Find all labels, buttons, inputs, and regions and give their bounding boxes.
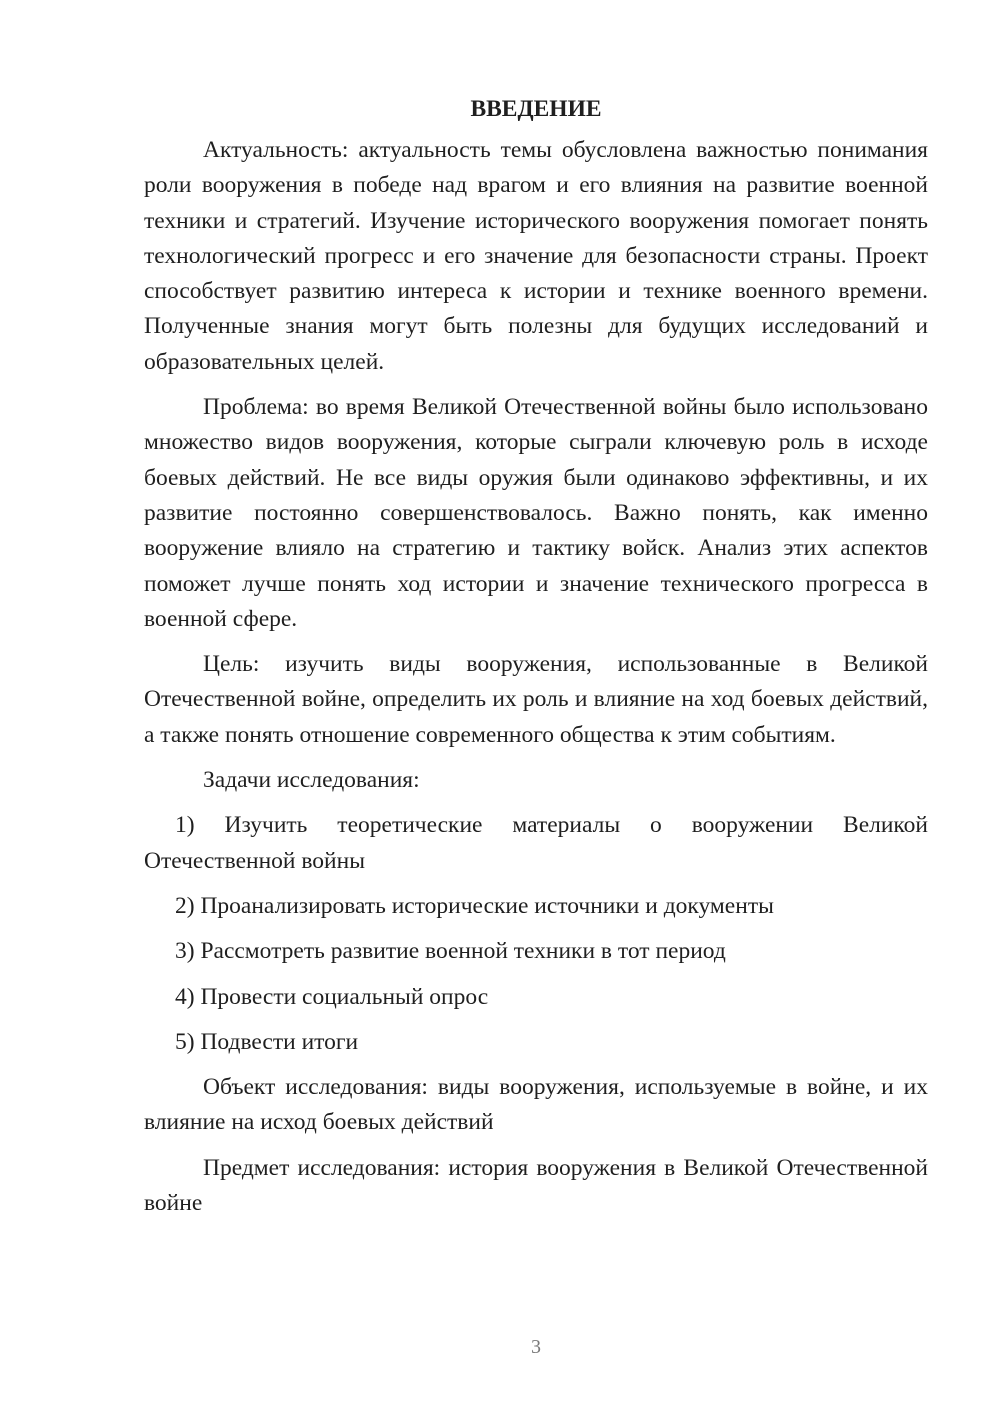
subject-paragraph: Предмет исследования: история вооружения в Великой Отечественной войне [144, 1154, 928, 1217]
tasks-heading: Задачи исследования: [203, 767, 420, 794]
list-item: 3) Рассмотреть развитие военной техники в тот период [175, 938, 726, 965]
list-item: 2) Проанализировать исторические источники и документы [175, 892, 774, 919]
page-number: 3 [531, 1336, 541, 1358]
problem-paragraph: Проблема: во время Великой Отечественной войны было использовано множество видов вооружения, которые сыграли ключевую роль в исходе боевых действий. Не все виды оружия были одинаково эффективны, и их развитие постоянно совершенствовалось. Важно понять, как именно вооружение влияло на стратегию и тактику войск. Анализ этих аспектов поможет лучше понять ход истории и значение технического прогресса в военной сфере. [144, 394, 928, 632]
tasks-list [144, 808, 928, 1060]
page-title: ВВЕДЕНИЕ [470, 96, 602, 122]
list-item: 4) Провести социальный опрос [175, 983, 489, 1010]
object-paragraph: Объект исследования: виды вооружения, используемые в войне, и их влияние на исход боевых действий [144, 1074, 928, 1136]
list-item: 1) Изучить теоретические материалы о вооружении Великой Отечественной войны [144, 812, 928, 874]
list-item: 5) Подвести итоги [175, 1028, 359, 1055]
relevance-paragraph: Актуальность: актуальность темы обусловлена важностью понимания роли вооружения в победе над врагом и его влияния на развитие военной техники и стратегий. Изучение исторического вооружения помогает понять технологический прогресс и его значение для безопасности страны. Проект способствует развитию интереса к истории и технике военного времени. Полученные знания могут быть полезны для будущих исследований и образовательных целей. [144, 137, 928, 375]
goal-paragraph: Цель: изучить виды вооружения, использованные в Великой Отечественной войне, определить их роль и влияние на ход боевых действий, а также понять отношение современного общества к этим событиям. [144, 651, 928, 748]
page-content [144, 92, 928, 1231]
